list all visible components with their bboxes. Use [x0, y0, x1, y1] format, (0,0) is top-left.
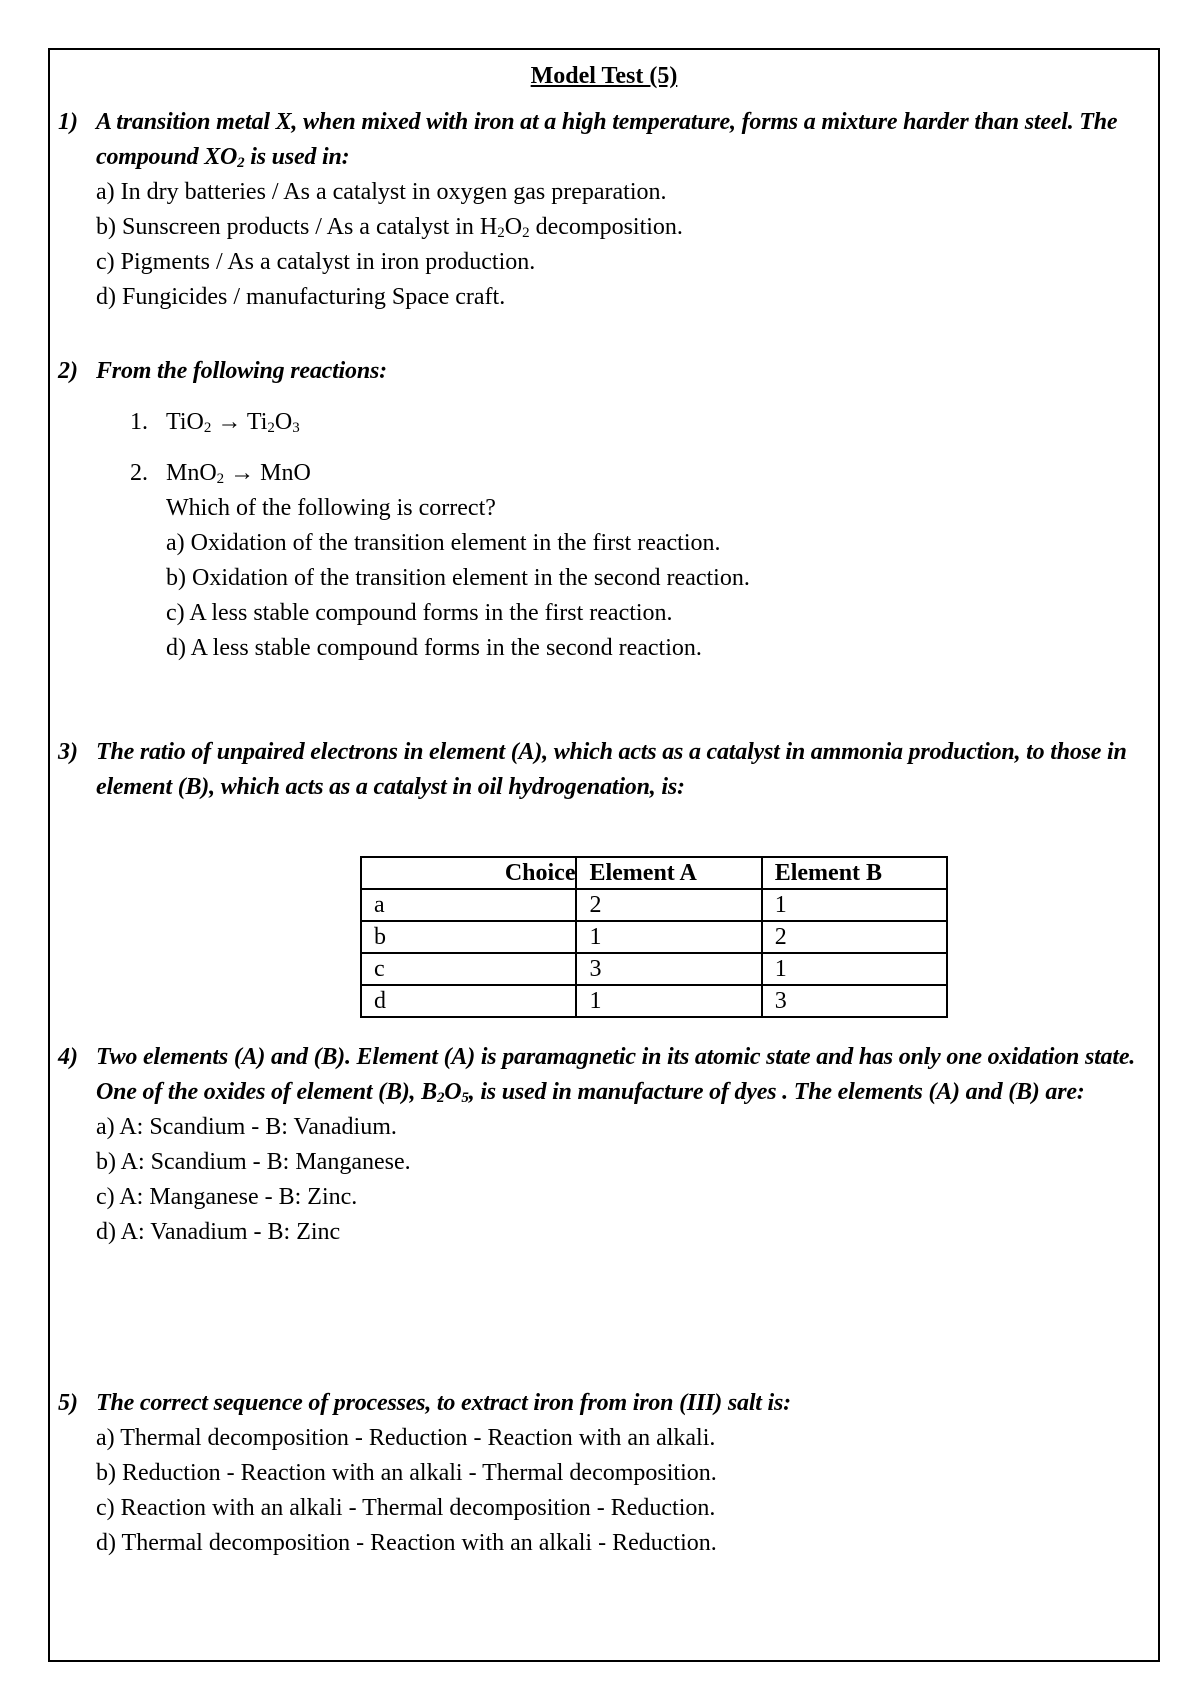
table-header: Choice [361, 857, 576, 889]
table-cell: 2 [762, 921, 947, 953]
subscript: 2 [237, 155, 245, 171]
table-cell: 3 [576, 953, 761, 985]
reaction-text: MnO [166, 460, 217, 486]
option-c: c) A: Manganese - B: Zinc. [96, 1184, 358, 1210]
question-3 [58, 735, 1150, 805]
question-text: The correct sequence of processes, to extract iron from iron (III) salt is: [96, 1390, 791, 1416]
table-header: Element A [576, 857, 761, 889]
option-a: a) A: Scandium - B: Vanadium. [96, 1114, 397, 1140]
option-b [96, 210, 1150, 245]
table-header-row [361, 857, 947, 889]
page-title: Model Test (5) [530, 63, 678, 89]
subscript: 2 [436, 1090, 445, 1106]
option-a: a) In dry batteries / As a catalyst in oxygen gas preparation. [96, 179, 667, 205]
table-cell: 1 [576, 985, 761, 1017]
page-frame [48, 48, 1160, 1662]
subscript: 2 [522, 225, 530, 241]
option-d: d) Thermal decomposition - Reaction with an alkali - Reduction. [96, 1530, 717, 1556]
option-d: d) Fungicides / manufacturing Space craft. [96, 284, 506, 310]
question-text [96, 105, 1150, 175]
question-text-part: is used in: [244, 144, 350, 170]
table-cell: 1 [762, 953, 947, 985]
table-row [361, 985, 947, 1017]
reaction-text: TiO [166, 409, 204, 435]
reaction-number: 1. [130, 409, 148, 435]
question-text-part: O [444, 1079, 462, 1105]
table-row [361, 889, 947, 921]
option-b: b) Oxidation of the transition element in the second reaction. [166, 565, 750, 591]
choices-table [360, 856, 948, 1018]
question-text-part: Two elements (A) and (B). Element (A) is paramagnetic in its atomic state and has only one oxidation state. One of the oxides of element (B), B [96, 1044, 1136, 1105]
reaction-2 [130, 456, 750, 666]
subscript: 5 [461, 1090, 469, 1106]
option-b: b) A: Scandium - B: Manganese. [96, 1149, 411, 1175]
question-text: From the following reactions: [96, 358, 387, 384]
option-d: d) A: Vanadium - B: Zinc [96, 1219, 341, 1245]
option-b: b) Reduction - Reaction with an alkali - Thermal decomposition. [96, 1460, 717, 1486]
reaction-text: → MnO [224, 460, 311, 486]
question-5 [58, 1386, 1150, 1561]
question-number: 5) [58, 1390, 78, 1416]
subscript: 3 [292, 420, 300, 436]
option-text-part: b) Sunscreen products / As a catalyst in H [96, 214, 498, 240]
subscript: 2 [497, 225, 505, 241]
subscript: 2 [203, 420, 212, 436]
question-number: 4) [58, 1044, 78, 1070]
question-2 [58, 354, 1150, 389]
question-number: 2) [58, 358, 78, 384]
reaction-text: → Ti [211, 409, 268, 435]
option-text-part: decomposition. [529, 214, 683, 240]
reaction-number: 2. [130, 460, 148, 486]
table-cell: d [361, 985, 576, 1017]
option-a: a) Oxidation of the transition element in the first reaction. [166, 530, 721, 556]
question-text-part: A transition metal X, when mixed with iron at a high temperature, forms a mixture harder than steel. The compound XO [96, 109, 1118, 170]
table-cell: b [361, 921, 576, 953]
question-1 [58, 105, 1150, 315]
table-cell: 2 [576, 889, 761, 921]
table-row [361, 953, 947, 985]
option-c: c) Reaction with an alkali - Thermal decomposition - Reduction. [96, 1495, 716, 1521]
question-number: 1) [58, 109, 78, 135]
reaction-text: O [274, 409, 293, 435]
table-header: Element B [762, 857, 947, 889]
option-c: c) A less stable compound forms in the first reaction. [166, 600, 673, 626]
question-number: 3) [58, 739, 78, 765]
table-cell: c [361, 953, 576, 985]
option-text-part: O [504, 214, 523, 240]
option-a: a) Thermal decomposition - Reduction - Reaction with an alkali. [96, 1425, 716, 1451]
question-text: The ratio of unpaired electrons in element (A), which acts as a catalyst in ammonia production, to those in element (B), which acts as a catalyst in oil hydrogenation, is: [96, 739, 1127, 800]
question-text-part: , is used in manufacture of dyes . The elements (A) and (B) are: [468, 1079, 1085, 1105]
question-text [96, 1040, 1150, 1110]
table-row [361, 921, 947, 953]
question-prompt: Which of the following is correct? [166, 495, 496, 521]
option-c: c) Pigments / As a catalyst in iron production. [96, 249, 536, 275]
table-cell: 3 [762, 985, 947, 1017]
question-4 [58, 1040, 1150, 1250]
table-cell: 1 [762, 889, 947, 921]
reaction-1 [130, 405, 300, 440]
table-cell: a [361, 889, 576, 921]
table-cell: 1 [576, 921, 761, 953]
subscript: 2 [216, 471, 225, 487]
option-d: d) A less stable compound forms in the second reaction. [166, 635, 702, 661]
subscript: 2 [267, 420, 275, 436]
